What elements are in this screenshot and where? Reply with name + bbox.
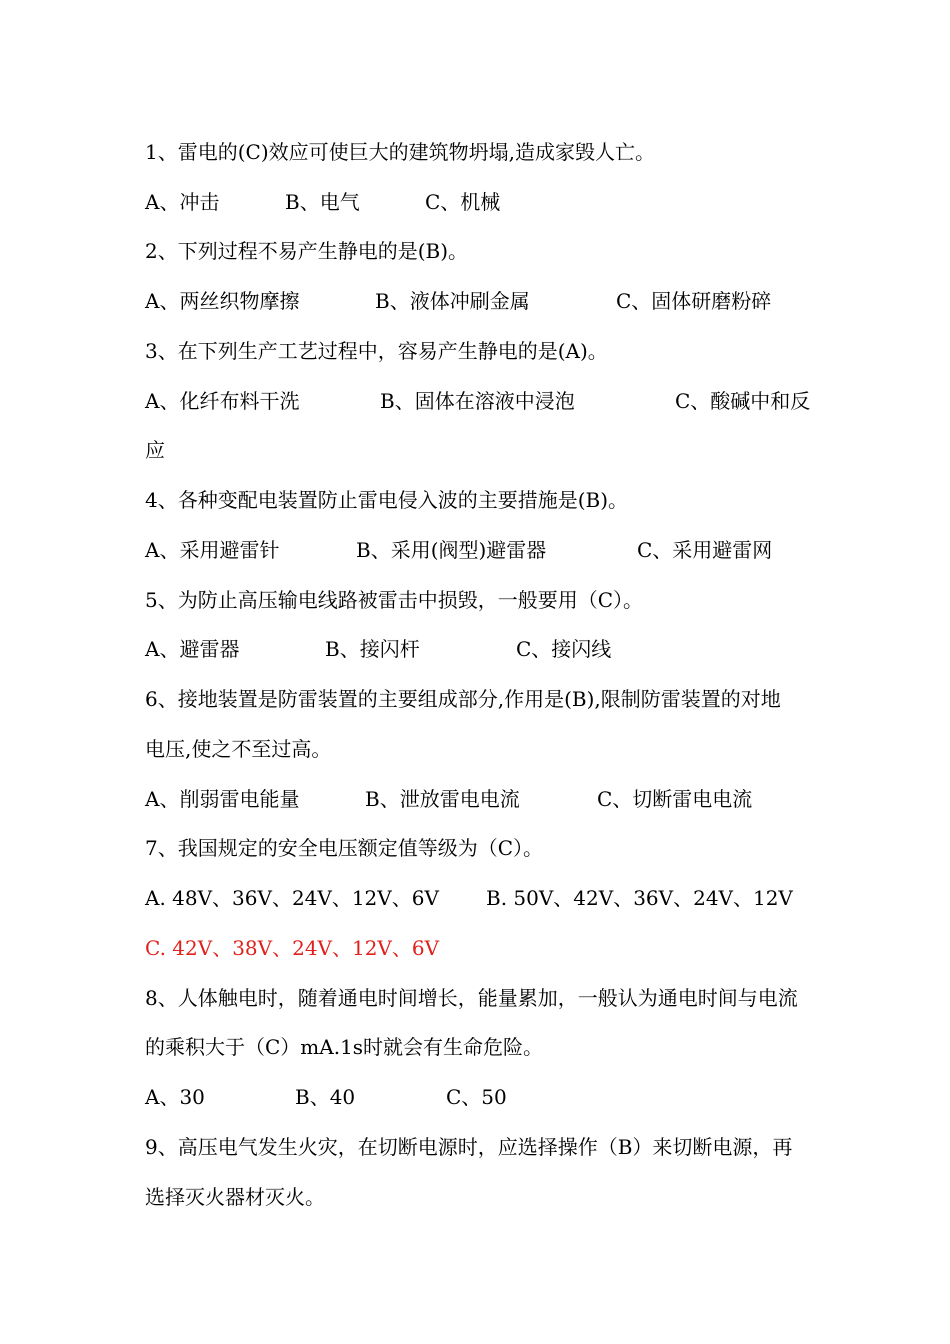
question-6-line-1: 6、接地装置是防雷装置的主要组成部分,作用是(B),限制防雷装置的对地 bbox=[145, 687, 781, 711]
question-5: 5、为防止高压输电线路被雷击中损毁，一般要用（C）。 bbox=[145, 588, 644, 612]
q4-option-b: B、采用(阀型)避雷器 bbox=[356, 538, 547, 562]
question-7: 7、我国规定的安全电压额定值等级为（C）。 bbox=[145, 836, 544, 860]
question-4: 4、各种变配电装置防止雷电侵入波的主要措施是(B)。 bbox=[145, 488, 629, 512]
question-2: 2、下列过程不易产生静电的是(B)。 bbox=[145, 239, 469, 263]
q1-option-b: B、电气 bbox=[285, 190, 360, 214]
q5-option-c: C、接闪线 bbox=[516, 637, 612, 661]
q7-option-b: B. 50V、42V、36V、24V、12V bbox=[486, 886, 793, 910]
question-9-line-2: 选择灭火器材灭火。 bbox=[145, 1185, 325, 1209]
q5-option-b: B、接闪杆 bbox=[325, 637, 420, 661]
question-8-line-1: 8、人体触电时，随着通电时间增长，能量累加，一般认为通电时间与电流 bbox=[145, 986, 798, 1010]
q3-option-b: B、固体在溶液中浸泡 bbox=[380, 389, 575, 413]
question-6-line-2: 电压,使之不至过高。 bbox=[145, 737, 332, 761]
q6-option-c: C、切断雷电电流 bbox=[597, 787, 753, 811]
q4-option-a: A、采用避雷针 bbox=[145, 538, 280, 562]
question-1: 1、雷电的(C)效应可使巨大的建筑物坍塌,造成家毁人亡。 bbox=[145, 140, 655, 164]
q1-option-c: C、机械 bbox=[425, 190, 501, 214]
q4-option-c: C、采用避雷网 bbox=[637, 538, 773, 562]
question-9-line-1: 9、高压电气发生火灾，在切断电源时，应选择操作（B）来切断电源，再 bbox=[145, 1135, 793, 1159]
q8-option-a: A、30 bbox=[145, 1085, 205, 1109]
q3-option-c: C、酸碱中和反 bbox=[675, 389, 811, 413]
q1-option-a: A、冲击 bbox=[145, 190, 220, 214]
q3-option-a: A、化纤布料干洗 bbox=[145, 389, 300, 413]
q2-option-b: B、液体冲刷金属 bbox=[375, 289, 530, 313]
q7-option-a: A. 48V、36V、24V、12V、6V bbox=[145, 886, 439, 910]
q2-option-a: A、两丝织物摩擦 bbox=[145, 289, 300, 313]
q7-option-c-answer: C. 42V、38V、24V、12V、6V bbox=[145, 936, 440, 960]
q3-option-c-continued: 应 bbox=[145, 438, 165, 462]
q5-option-a: A、避雷器 bbox=[145, 637, 240, 661]
question-8-line-2: 的乘积大于（C）mA.1s时就会有生命危险。 bbox=[145, 1035, 544, 1059]
q6-option-a: A、削弱雷电能量 bbox=[145, 787, 300, 811]
q6-option-b: B、泄放雷电电流 bbox=[365, 787, 520, 811]
q8-option-b: B、40 bbox=[295, 1085, 356, 1109]
q2-option-c: C、固体研磨粉碎 bbox=[616, 289, 772, 313]
q8-option-c: C、50 bbox=[446, 1085, 507, 1109]
question-3: 3、在下列生产工艺过程中，容易产生静电的是(A)。 bbox=[145, 339, 608, 363]
